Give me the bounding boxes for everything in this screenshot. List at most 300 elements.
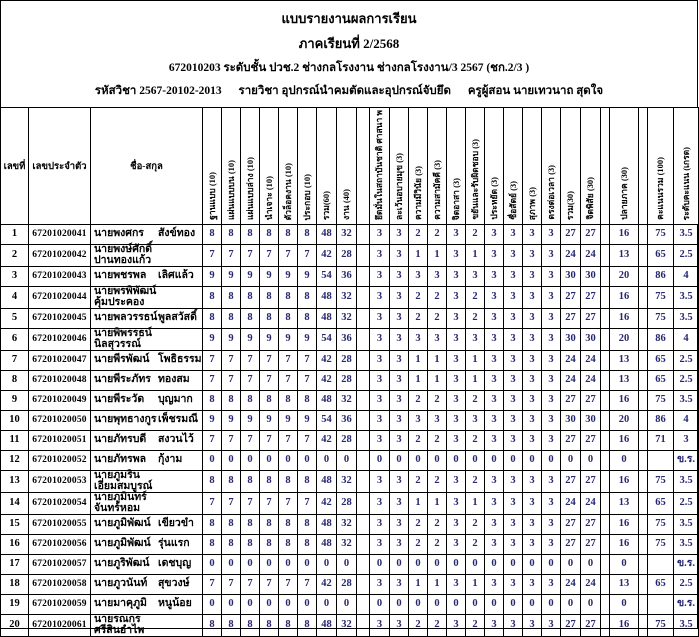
spacer-cell — [601, 267, 610, 287]
workpiece-score-cell: 8 — [241, 287, 260, 309]
sum30-cell: 30 — [561, 267, 581, 287]
student-last-name: รุ่นแรก — [158, 538, 190, 550]
virtue-score-cell: 3 — [523, 351, 542, 371]
subject-name: รายวิชา อุปกรณ์นำคมตัดและอุปกรณ์จับยึด — [238, 85, 451, 98]
virtue-score-cell: 3 — [370, 225, 390, 245]
affective-score-cell: 24 — [581, 245, 601, 267]
virtue-score-cell: 3 — [447, 391, 466, 411]
workpiece-score-cell: 0 — [203, 595, 222, 615]
virtue-score-cell: 0 — [447, 595, 466, 615]
sum60-cell: 42 — [317, 371, 337, 391]
virtue-score-cell: 3 — [390, 267, 409, 287]
spacer-column-header — [601, 108, 610, 225]
workpiece-score-cell: 9 — [203, 267, 222, 287]
work40-cell: 28 — [337, 575, 357, 595]
student-row — [1, 431, 699, 451]
virtue-score-cell: 3 — [390, 515, 409, 535]
student-id-cell: 67201020044 — [29, 287, 91, 309]
workpiece-score-cell: 8 — [203, 515, 222, 535]
spacer-cell — [601, 329, 610, 351]
student-last-name: สุขวงษ์ — [158, 578, 190, 590]
virtue-score-cell: 3 — [542, 615, 561, 637]
workpiece-score-cell: 8 — [203, 535, 222, 555]
work40-cell: 32 — [337, 309, 357, 329]
row-number-cell: 17 — [1, 555, 29, 575]
virtue-score-cell: 2 — [428, 615, 447, 637]
virtue-score-cell: 3 — [504, 535, 523, 555]
virtue-score-cell: 1 — [409, 351, 428, 371]
student-first-name: นายภูมิพัฒน์ — [94, 538, 151, 550]
student-last-name: ทองสม — [158, 374, 190, 386]
grade-cell: 3.5 — [674, 535, 699, 555]
virtue-score-cell: 3 — [523, 225, 542, 245]
sum30-cell: 24 — [561, 575, 581, 595]
sum60-cell: 48 — [317, 309, 337, 329]
student-id-cell: 67201020049 — [29, 391, 91, 411]
virtue-score-cell: 0 — [409, 451, 428, 471]
spacer-cell — [601, 595, 610, 615]
virtue-score-cell: 3 — [485, 493, 504, 515]
spacer-cell — [357, 391, 370, 411]
teacher-name: ครูผู้สอน นายเทวนาถ สุดใจ — [467, 85, 604, 98]
col-header-total-score: คะแนนรวม (100) — [648, 108, 674, 225]
virtue-score-cell: 0 — [523, 555, 542, 575]
row-number-cell: 12 — [1, 451, 29, 471]
sum60-cell: 42 — [317, 493, 337, 515]
spacer-cell — [601, 471, 610, 493]
sum30-cell: 0 — [561, 451, 581, 471]
student-first-name: นายมาคุภูมิ — [94, 598, 147, 610]
sum60-cell: 48 — [317, 471, 337, 493]
student-last-name: โพธิธรรม — [158, 354, 202, 366]
student-id-cell: 67201020052 — [29, 451, 91, 471]
work40-cell: 0 — [337, 595, 357, 615]
virtue-score-cell: 2 — [409, 225, 428, 245]
grade-cell: ข.ร. — [674, 451, 699, 471]
virtue-score-cell: 3 — [370, 411, 390, 431]
spacer-cell — [639, 391, 648, 411]
student-first-name: นายภูมินทร์ — [94, 492, 147, 504]
grade-cell: ข.ร. — [674, 595, 699, 615]
virtue-score-cell: 3 — [504, 309, 523, 329]
affective-score-cell: 27 — [581, 535, 601, 555]
row-number-cell: 10 — [1, 411, 29, 431]
virtue-score-cell: 3 — [390, 225, 409, 245]
virtue-score-cell: 3 — [523, 515, 542, 535]
spacer-cell — [639, 535, 648, 555]
student-id-cell: 67201020051 — [29, 431, 91, 451]
workpiece-score-cell: 7 — [241, 371, 260, 391]
row-number-cell: 11 — [1, 431, 29, 451]
workpiece-score-cell: 0 — [279, 555, 298, 575]
virtue-score-cell: 3 — [542, 535, 561, 555]
spacer-cell — [357, 351, 370, 371]
final-exam-cell: 16 — [610, 391, 639, 411]
final-exam-cell: 16 — [610, 287, 639, 309]
work40-cell: 28 — [337, 431, 357, 451]
student-first-name: นายภูวนันท์ — [94, 578, 148, 590]
row-number-cell: 20 — [1, 615, 29, 637]
workpiece-score-cell: 8 — [241, 471, 260, 493]
spacer-cell — [601, 309, 610, 329]
virtue-score-cell: 3 — [390, 431, 409, 451]
virtue-score-cell: 3 — [447, 493, 466, 515]
virtue-score-cell: 2 — [466, 535, 485, 555]
workpiece-score-cell: 0 — [279, 451, 298, 471]
workpiece-score-cell: 7 — [241, 351, 260, 371]
virtue-score-cell: 3 — [504, 575, 523, 595]
student-last-name: จันทร์หอม — [94, 502, 141, 514]
workpiece-score-cell: 9 — [222, 267, 241, 287]
virtue-score-cell: 3 — [523, 493, 542, 515]
work40-cell: 32 — [337, 515, 357, 535]
affective-score-cell: 27 — [581, 391, 601, 411]
spacer-cell — [601, 615, 610, 637]
spacer-cell — [639, 411, 648, 431]
spacer-cell — [639, 515, 648, 535]
student-id-cell: 67201020054 — [29, 493, 91, 515]
affective-score-cell: 0 — [581, 451, 601, 471]
col-header-base-plate: ฐานแบบ (10) — [203, 108, 222, 225]
student-row — [1, 451, 699, 471]
workpiece-score-cell: 9 — [241, 329, 260, 351]
workpiece-score-cell: 0 — [222, 555, 241, 575]
student-first-name: นายพีระวัด — [94, 394, 145, 406]
workpiece-score-cell: 8 — [279, 515, 298, 535]
workpiece-score-cell: 0 — [203, 451, 222, 471]
col-header-work40: งาน (40) — [337, 108, 357, 225]
virtue-score-cell: 3 — [390, 493, 409, 515]
virtue-score-cell: 3 — [447, 267, 466, 287]
virtue-score-cell: 3 — [390, 245, 409, 267]
workpiece-score-cell: 0 — [298, 595, 317, 615]
workpiece-score-cell: 8 — [222, 287, 241, 309]
row-number-cell: 7 — [1, 351, 29, 371]
sum30-cell: 27 — [561, 515, 581, 535]
virtue-score-cell: 3 — [504, 287, 523, 309]
workpiece-score-cell: 8 — [260, 225, 279, 245]
virtue-score-cell: 3 — [409, 267, 428, 287]
total-score-cell: 75 — [648, 515, 674, 535]
workpiece-score-cell: 8 — [241, 535, 260, 555]
grade-cell: 3.5 — [674, 471, 699, 493]
sum60-cell: 54 — [317, 329, 337, 351]
workpiece-score-cell: 9 — [279, 267, 298, 287]
spacer-cell — [601, 371, 610, 391]
virtue-score-cell: 2 — [428, 535, 447, 555]
final-exam-cell: 16 — [610, 515, 639, 535]
virtue-score-cell: 3 — [370, 351, 390, 371]
spacer-column-header — [639, 108, 648, 225]
student-row — [1, 245, 699, 267]
virtue-score-cell: 0 — [370, 451, 390, 471]
student-id-cell: 67201020053 — [29, 471, 91, 493]
virtue-score-cell: 0 — [466, 595, 485, 615]
workpiece-score-cell: 8 — [203, 615, 222, 637]
student-first-name: นายพิพรรธน์ — [94, 328, 152, 340]
virtue-score-cell: 3 — [447, 471, 466, 493]
virtue-score-cell: 1 — [409, 575, 428, 595]
workpiece-score-cell: 0 — [298, 555, 317, 575]
student-row — [1, 329, 699, 351]
workpiece-score-cell: 7 — [203, 493, 222, 515]
work40-cell: 28 — [337, 371, 357, 391]
student-row — [1, 351, 699, 371]
total-score-cell: 71 — [648, 431, 674, 451]
workpiece-score-cell: 8 — [298, 615, 317, 637]
sum60-cell: 42 — [317, 245, 337, 267]
virtue-score-cell: 3 — [390, 371, 409, 391]
virtue-score-cell: 3 — [466, 267, 485, 287]
class-line: 672010203 ระดับชั้น ปวช.2 ช่างกลโรงงาน ช่างกลโรงงาน/3 2567 (ชก.2/3 ) — [168, 61, 530, 74]
workpiece-score-cell: 0 — [298, 451, 317, 471]
work40-cell: 36 — [337, 329, 357, 351]
workpiece-score-cell: 7 — [260, 575, 279, 595]
virtue-score-cell: 3 — [542, 287, 561, 309]
workpiece-score-cell: 8 — [279, 535, 298, 555]
student-id-cell: 67201020061 — [29, 615, 91, 637]
virtue-score-cell: 3 — [390, 535, 409, 555]
spacer-cell — [601, 515, 610, 535]
workpiece-score-cell: 7 — [222, 431, 241, 451]
virtue-score-cell: 3 — [523, 267, 542, 287]
semester-line: ภาคเรียนที่ 2/2568 — [298, 36, 400, 52]
affective-score-cell: 24 — [581, 371, 601, 391]
virtue-score-cell: 0 — [485, 451, 504, 471]
spacer-column-header — [357, 108, 370, 225]
grade-cell: 3.5 — [674, 515, 699, 535]
sum30-cell: 24 — [561, 351, 581, 371]
work40-cell: 32 — [337, 287, 357, 309]
final-exam-cell: 16 — [610, 225, 639, 245]
virtue-score-cell: 3 — [504, 515, 523, 535]
sum60-cell: 42 — [317, 431, 337, 451]
workpiece-score-cell: 0 — [241, 595, 260, 615]
workpiece-score-cell: 0 — [241, 555, 260, 575]
student-name-cell — [91, 267, 203, 287]
row-number-cell: 1 — [1, 225, 29, 245]
spacer-cell — [639, 225, 648, 245]
virtue-score-cell: 3 — [523, 371, 542, 391]
student-first-name: นายภัทรบดี — [94, 434, 147, 446]
student-last-name: คุ้มประคอง — [94, 296, 145, 308]
grade-cell: 3.5 — [674, 615, 699, 637]
col-header-punctuality: ตรงต่อเวลา (3) — [542, 108, 561, 225]
virtue-score-cell: 3 — [390, 351, 409, 371]
student-first-name: นายภัทรพล — [94, 454, 147, 466]
grade-cell: 2.5 — [674, 493, 699, 515]
student-first-name: นายพลวรรธน์ — [94, 312, 158, 324]
virtue-score-cell: 3 — [542, 431, 561, 451]
workpiece-score-cell: 8 — [298, 309, 317, 329]
workpiece-score-cell: 7 — [222, 245, 241, 267]
sum30-cell: 27 — [561, 615, 581, 637]
grade-cell: 4 — [674, 329, 699, 351]
virtue-score-cell: 1 — [428, 351, 447, 371]
workpiece-score-cell: 7 — [203, 351, 222, 371]
workpiece-score-cell: 8 — [241, 391, 260, 411]
workpiece-score-cell: 9 — [298, 411, 317, 431]
virtue-score-cell: 1 — [409, 493, 428, 515]
final-exam-cell: 20 — [610, 329, 639, 351]
workpiece-score-cell: 7 — [203, 371, 222, 391]
student-id-cell: 67201020057 — [29, 555, 91, 575]
spacer-cell — [357, 245, 370, 267]
virtue-score-cell: 3 — [504, 329, 523, 351]
sum60-cell: 48 — [317, 515, 337, 535]
virtue-score-cell: 3 — [542, 351, 561, 371]
workpiece-score-cell: 7 — [222, 371, 241, 391]
total-score-cell: 75 — [648, 535, 674, 555]
virtue-score-cell: 3 — [542, 267, 561, 287]
total-score-cell — [648, 451, 674, 471]
student-last-name: ศรีสินอำไพ — [94, 624, 145, 636]
workpiece-score-cell: 7 — [241, 493, 260, 515]
virtue-score-cell: 3 — [504, 371, 523, 391]
work40-cell: 36 — [337, 267, 357, 287]
workpiece-score-cell: 7 — [279, 371, 298, 391]
col-header-sum30: รวม(30) — [561, 108, 581, 225]
virtue-score-cell: 2 — [428, 471, 447, 493]
row-number-cell: 16 — [1, 535, 29, 555]
affective-score-cell: 27 — [581, 515, 601, 535]
virtue-score-cell: 3 — [542, 225, 561, 245]
student-id-cell: 67201020043 — [29, 267, 91, 287]
final-exam-cell: 13 — [610, 371, 639, 391]
work40-cell: 36 — [337, 411, 357, 431]
student-first-name: นายพีระภัทร — [94, 374, 151, 386]
virtue-score-cell: 3 — [390, 309, 409, 329]
workpiece-score-cell: 8 — [298, 535, 317, 555]
spacer-cell — [639, 451, 648, 471]
workpiece-score-cell: 8 — [241, 309, 260, 329]
student-row — [1, 615, 699, 637]
student-id-cell: 67201020048 — [29, 371, 91, 391]
sum60-cell: 0 — [317, 555, 337, 575]
virtue-score-cell: 0 — [466, 555, 485, 575]
total-score-cell: 75 — [648, 471, 674, 493]
sum60-cell: 42 — [317, 351, 337, 371]
virtue-score-cell: 3 — [390, 471, 409, 493]
virtue-score-cell: 2 — [466, 515, 485, 535]
virtue-score-cell: 3 — [504, 431, 523, 451]
workpiece-score-cell: 7 — [222, 575, 241, 595]
virtue-score-cell: 3 — [504, 267, 523, 287]
virtue-score-cell: 1 — [428, 245, 447, 267]
virtue-score-cell: 3 — [447, 431, 466, 451]
virtue-score-cell: 3 — [542, 309, 561, 329]
virtue-score-cell: 2 — [428, 287, 447, 309]
workpiece-score-cell: 7 — [298, 371, 317, 391]
virtue-score-cell: 1 — [466, 493, 485, 515]
virtue-score-cell: 3 — [523, 309, 542, 329]
virtue-score-cell: 0 — [409, 595, 428, 615]
table-body — [1, 225, 699, 637]
workpiece-score-cell: 8 — [222, 309, 241, 329]
virtue-score-cell: 3 — [390, 575, 409, 595]
virtue-score-cell: 3 — [504, 471, 523, 493]
student-first-name: นายพรพิพัฒน์ — [94, 286, 157, 298]
virtue-score-cell: 3 — [447, 411, 466, 431]
spacer-cell — [639, 309, 648, 329]
workpiece-score-cell: 9 — [260, 329, 279, 351]
col-header-drill-guide: นำเจาะ (10) — [260, 108, 279, 225]
work40-cell: 32 — [337, 391, 357, 411]
col-header-final-exam: ปลายภาค (30) — [610, 108, 639, 225]
virtue-score-cell: 2 — [466, 391, 485, 411]
student-row — [1, 391, 699, 411]
virtue-score-cell: 3 — [504, 411, 523, 431]
sum30-cell: 27 — [561, 309, 581, 329]
virtue-score-cell: 3 — [447, 535, 466, 555]
workpiece-score-cell: 8 — [298, 287, 317, 309]
virtue-score-cell: 3 — [370, 431, 390, 451]
spacer-cell — [357, 515, 370, 535]
student-last-name: นิลสุวรรณ์ — [94, 338, 141, 350]
student-first-name: นายพงษ์ศักดิ์ — [94, 244, 153, 256]
student-last-name: สงวนไว้ — [158, 434, 194, 446]
virtue-score-cell: 3 — [523, 575, 542, 595]
virtue-score-cell: 2 — [466, 615, 485, 637]
virtue-score-cell: 3 — [523, 391, 542, 411]
student-id-cell: 67201020059 — [29, 595, 91, 615]
col-header-thrift: ประหยัด (3) — [485, 108, 504, 225]
student-id-cell: 67201020055 — [29, 515, 91, 535]
sum30-cell: 27 — [561, 431, 581, 451]
workpiece-score-cell: 7 — [279, 575, 298, 595]
virtue-score-cell: 3 — [370, 329, 390, 351]
virtue-score-cell: 0 — [390, 555, 409, 575]
virtue-score-cell: 2 — [409, 471, 428, 493]
virtue-score-cell: 3 — [370, 245, 390, 267]
virtue-score-cell: 3 — [409, 411, 428, 431]
student-last-name: เอี่ยมสมบูรณ์ — [94, 480, 153, 492]
student-name-cell — [91, 471, 203, 493]
student-name-cell — [91, 615, 203, 637]
virtue-score-cell: 0 — [428, 555, 447, 575]
total-score-cell: 65 — [648, 245, 674, 267]
virtue-score-cell: 3 — [485, 351, 504, 371]
virtue-score-cell: 3 — [485, 515, 504, 535]
sum60-cell: 48 — [317, 391, 337, 411]
work40-cell: 32 — [337, 225, 357, 245]
virtue-score-cell: 3 — [447, 575, 466, 595]
col-header-student-id: เลขประจำตัว — [29, 108, 91, 225]
spacer-cell — [357, 371, 370, 391]
total-score-cell: 65 — [648, 371, 674, 391]
workpiece-score-cell: 8 — [279, 391, 298, 411]
workpiece-score-cell: 7 — [279, 351, 298, 371]
workpiece-score-cell: 9 — [260, 267, 279, 287]
sum30-cell: 27 — [561, 225, 581, 245]
student-first-name: นายภูริพัฒน์ — [94, 558, 150, 570]
spacer-cell — [639, 287, 648, 309]
total-score-cell: 75 — [648, 287, 674, 309]
grade-table — [0, 107, 699, 637]
col-header-no: เลขที่ — [1, 108, 29, 225]
virtue-score-cell: 3 — [485, 411, 504, 431]
virtue-score-cell: 3 — [485, 309, 504, 329]
sum60-cell: 54 — [317, 267, 337, 287]
workpiece-score-cell: 8 — [203, 391, 222, 411]
virtue-score-cell: 3 — [466, 329, 485, 351]
col-header-politeness: สุภาพ (3) — [523, 108, 542, 225]
affective-score-cell: 0 — [581, 595, 601, 615]
student-name-cell — [91, 245, 203, 267]
affective-score-cell: 0 — [581, 555, 601, 575]
workpiece-score-cell: 8 — [222, 225, 241, 245]
sum30-cell: 0 — [561, 595, 581, 615]
